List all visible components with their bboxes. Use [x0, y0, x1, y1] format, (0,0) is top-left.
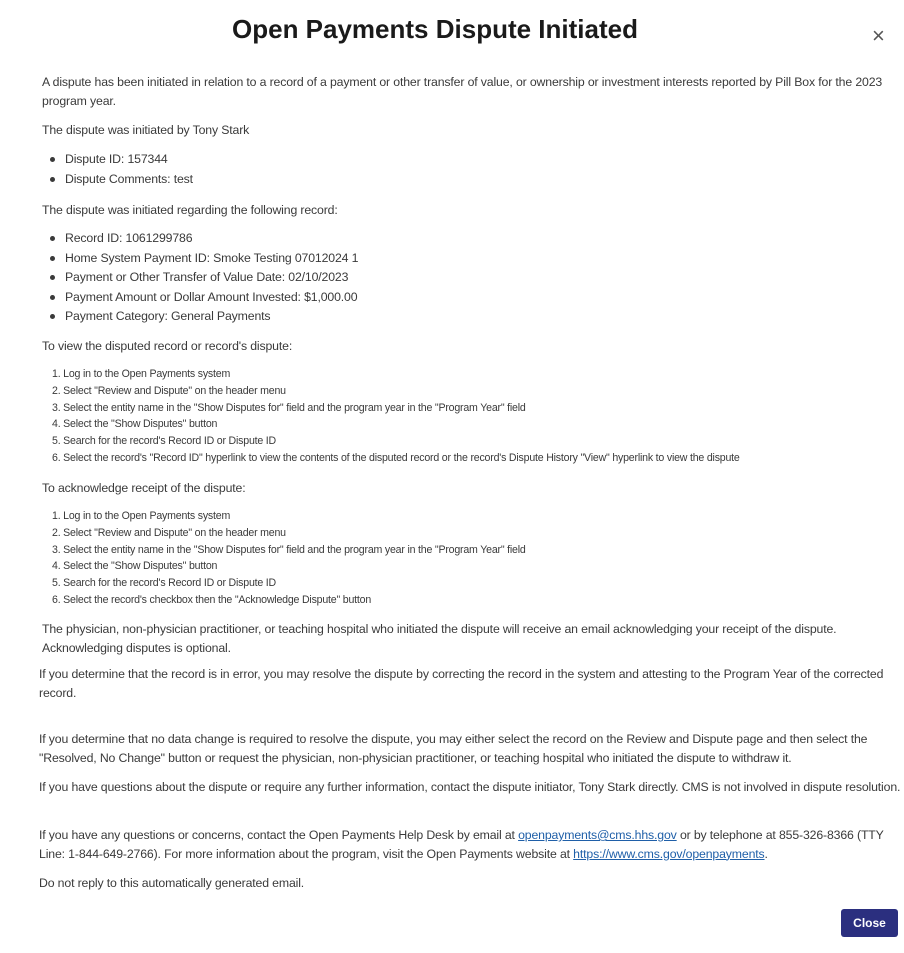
initiated-by-text: The dispute was initiated by Tony Stark — [42, 123, 250, 137]
list-item: 6. Select the record's checkbox then the "Acknowledge Dispute" button — [52, 593, 372, 606]
close-icon[interactable]: × — [872, 23, 885, 48]
contact-text — [39, 826, 904, 863]
list-item: Dispute Comments: test — [42, 170, 193, 190]
view-intro-text: To view the disputed record or record's dispute: — [42, 339, 293, 353]
questions-note-text: If you have questions about the dispute or require any further information, contact the dispute initiator, Tony Stark directly. CMS is not involved in dispute resolution. — [39, 780, 901, 794]
no-change-note-text: If you determine that no data change is required to resolve the dispute, you may either select the record on the Review and Dispute page and then select the "Resolved, No Change" button or request the physician, non-physician practitioner, or teaching hospital who initiated the dispute to withdraw it. — [39, 732, 868, 765]
website-link[interactable]: https://www.cms.gov/openpayments — [573, 846, 765, 861]
no-reply-text: Do not reply to this automatically generated email. — [39, 876, 305, 890]
record-intro-text: The dispute was initiated regarding the following record: — [42, 203, 338, 217]
intro-text: A dispute has been initiated in relation to a record of a payment or other transfer of value, or ownership or investment interests reported by Pill Box for the 2023 program year. — [42, 75, 883, 108]
list-item: 1. Log in to the Open Payments system — [52, 510, 231, 522]
list-item: 2. Select "Review and Dispute" on the header menu — [52, 384, 286, 397]
list-item: 1. Log in to the Open Payments system — [52, 368, 231, 380]
record-details-list — [42, 229, 358, 327]
list-item: 5. Search for the record's Record ID or Dispute ID — [52, 577, 277, 590]
ack-steps-list — [42, 508, 526, 609]
close-button[interactable]: Close — [841, 909, 898, 937]
email-link[interactable]: openpayments@cms.hhs.gov — [518, 828, 677, 842]
list-item: 6. Select the record's "Record ID" hyperlink to view the contents of the disputed record or the record's Dispute History "View" hyperlink to view the dispute — [52, 451, 740, 464]
list-item: 4. Select the "Show Disputes" button — [52, 560, 218, 573]
ack-note-text: The physician, non-physician practitioner, or teaching hospital who initiated the dispute will receive an email acknowledging your receipt of the dispute. Acknowledging disputes is optional. — [42, 622, 837, 655]
list-item: 3. Select the entity name in the "Show Disputes for" field and the program year in the "Program Year" field — [52, 401, 526, 414]
list-item: 5. Search for the record's Record ID or Dispute ID — [52, 435, 277, 448]
error-note-text: If you determine that the record is in error, you may resolve the dispute by correcting the record in the system and attesting to the Program Year of the corrected record. — [39, 667, 884, 700]
contact-text-part: or by telephone at 855-326-8366 (TTY Line: 1-844-649-2766). For more information about the program, visit the Open Payments website at — [39, 828, 884, 861]
list-item: 3. Select the entity name in the "Show Disputes for" field and the program year in the "Program Year" field — [52, 543, 526, 556]
view-steps-list — [42, 366, 740, 467]
dispute-details-list — [42, 150, 193, 189]
contact-text-part: If you have any questions or concerns, contact the Open Payments Help Desk by email at — [39, 828, 519, 842]
list-item: Dispute ID: 157344 — [42, 150, 193, 170]
list-item: Payment Amount or Dollar Amount Invested: $1,000.00 — [42, 288, 358, 308]
list-item: Payment or Other Transfer of Value Date: 02/10/2023 — [42, 268, 358, 288]
list-item: Payment Category: General Payments — [42, 307, 358, 327]
modal-title: Open Payments Dispute Initiated — [232, 14, 638, 44]
contact-text-part: . — [764, 846, 768, 861]
list-item: 4. Select the "Show Disputes" button — [52, 418, 218, 431]
list-item: 2. Select "Review and Dispute" on the header menu — [52, 526, 286, 539]
list-item: Record ID: 1061299786 — [42, 229, 358, 249]
list-item: Home System Payment ID: Smoke Testing 07012024 1 — [42, 249, 358, 269]
ack-intro-text: To acknowledge receipt of the dispute: — [42, 481, 246, 495]
